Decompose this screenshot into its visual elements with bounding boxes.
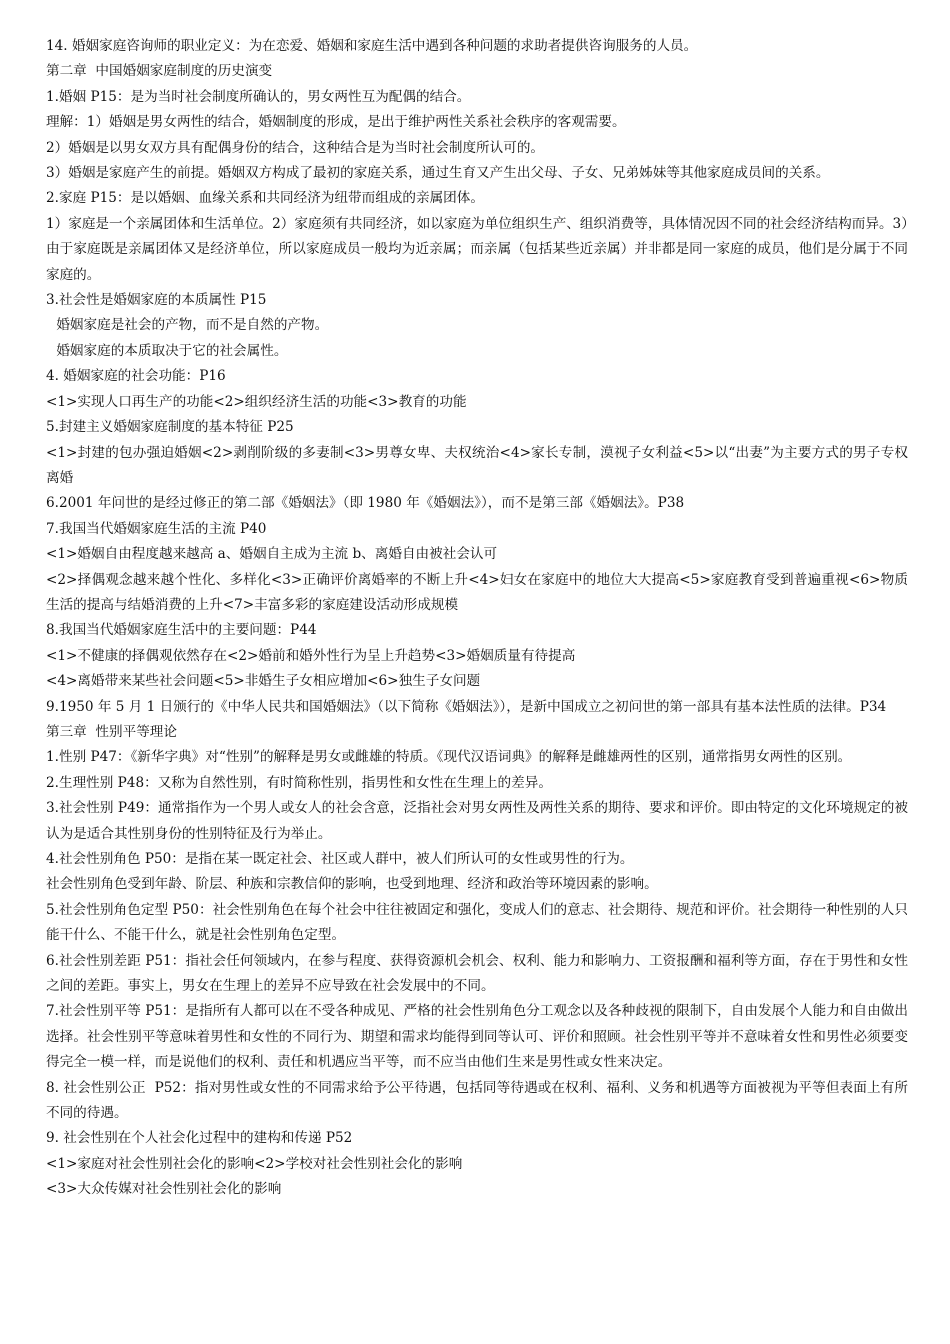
text-line: 6.2001 年问世的是经过修正的第二部《婚姻法》（即 1980 年《婚姻法》），而不是第三部《婚姻法》。P38 (46, 495, 685, 512)
text-line: 7.我国当代婚姻家庭生活的主流 P40 (46, 520, 267, 537)
text-line: <1>婚姻自由程度越来越高 a、婚姻自主成为主流 b、离婚自由被社会认可 (46, 546, 498, 563)
text-line: <1>实现人口再生产的功能<2>组织经济生活的功能<3>教育的功能 (46, 393, 467, 410)
text-line: 8. 社会性别公正 P52：指对男性或女性的不同需求给予公平待遇，包括同等待遇或在权利、福利、义务和机遇等方面被视为平等但表面上有所不同的待遇。 (46, 1079, 908, 1122)
text-line: 婚姻家庭是社会的产物，而不是自然的产物。 (52, 317, 329, 334)
text-line: 社会性别角色受到年龄、阶层、种族和宗教信仰的影响，也受到地理、经济和政治等环境因素的影响。 (46, 876, 658, 893)
text-line: 2）婚姻是以男女双方具有配偶身份的结合，这种结合是为当时社会制度所认可的。 (46, 139, 545, 156)
text-line: 4. 婚姻家庭的社会功能：P16 (46, 368, 226, 385)
text-line: 3）婚姻是家庭产生的前提。婚姻双方构成了最初的家庭关系，通过生育又产生出父母、子女、兄弟姊妹等其他家庭成员间的关系。 (46, 165, 830, 182)
text-line: 2.生理性别 P48：又称为自然性别，有时简称性别，指男性和女性在生理上的差异。 (46, 774, 552, 791)
text-line: 1.性别 P47：《新华字典》对“性别”的解释是男女或雌雄的特质。《现代汉语词典》的解释是雌雄两性的区别，通常指男女两性的区别。 (46, 749, 852, 766)
text-line: 9.1950 年 5 月 1 日颁行的《中华人民共和国婚姻法》（以下简称《婚姻法》），是新中国成立之初问世的第一部具有基本法性质的法律。P34 (46, 698, 887, 715)
text-line: 理解：1）婚姻是男女两性的结合，婚姻制度的形成，是出于维护两性关系社会秩序的客观需要。 (46, 114, 626, 131)
text-line: <1>不健康的择偶观依然存在<2>婚前和婚外性行为呈上升趋势<3>婚姻质量有待提高 (46, 647, 576, 664)
text-line: 1.婚姻 P15：是为当时社会制度所确认的，男女两性互为配偶的结合。 (46, 88, 471, 105)
text-line: 7.社会性别平等 P51：是指所有人都可以在不受各种成见、严格的社会性别角色分工观念以及各种歧视的限制下，自由发展个人能力和自由做出选择。社会性别平等意味着男性和女性的不同行为、期望和需求均能得到同等认可、评价和照顾。社会性别平等并不意味着女性和男性必须要变得完全一模一样，而是说他们的权利、责任和机遇应当平等，而不应当由他们生来是男性或女性来决定。 (46, 1003, 908, 1071)
text-line: <2>择偶观念越来越个性化、多样化<3>正确评价离婚率的不断上升<4>妇女在家庭中的地位大大提高<5>家庭教育受到普遍重视<6>物质生活的提高与结婚消费的上升<7>丰富多彩的家庭建设活动形成规模 (46, 571, 908, 613)
text-line: 1）家庭是一个亲属团体和生活单位。2）家庭须有共同经济，如以家庭为单位组织生产、组织消费等，具体情况因不同的社会经济结构而异。3）由于家庭既是亲属团体又是经济单位，所以家庭成员一般均为近亲属；而亲属（包括某些近亲属）并非都是同一家庭的成员，他们是分属于不同家庭的。 (46, 215, 908, 283)
text-line: 4.社会性别角色 P50：是指在某一既定社会、社区或人群中，被人们所认可的女性或男性的行为。 (46, 851, 634, 867)
chapter-heading: 第二章 中国婚姻家庭制度的历史演变 (46, 63, 273, 80)
text-line: 14. 婚姻家庭咨询师的职业定义：为在恋爱、婚姻和家庭生活中遇到各种问题的求助者提供咨询服务的人员。 (46, 38, 698, 54)
text-line: 8.我国当代婚姻家庭生活中的主要问题：P44 (46, 622, 317, 639)
text-line: 9. 社会性别在个人社会化过程中的建构和传递 P52 (46, 1130, 353, 1147)
text-line: 5.封建主义婚姻家庭制度的基本特征 P25 (46, 419, 294, 436)
text-line: <3>大众传媒对社会性别社会化的影响 (46, 1181, 282, 1198)
text-line: 婚姻家庭的本质取决于它的社会属性。 (52, 342, 288, 359)
text-line: 5.社会性别角色定型 P50：社会性别角色在每个社会中往往被固定和强化，变成人们的意志、社会期待、规范和评价。社会期待一种性别的人只能干什么、不能干什么，就是社会性别角色定型。 (46, 901, 908, 944)
text-line: 2.家庭 P15：是以婚姻、血缘关系和共同经济为纽带而组成的亲属团体。 (46, 190, 484, 207)
text-line: 3.社会性是婚姻家庭的本质属性 P15 (46, 292, 267, 309)
text-line: 6.社会性别差距 P51：指社会任何领域内，在参与程度、获得资源机会机会、权利、能力和影响力、工资报酬和福利等方面，存在于男性和女性之间的差距。事实上，男女在生理上的差异不应导致在社会发展中的不同。 (46, 952, 908, 995)
text-line: <1>封建的包办强迫婚姻<2>剥削阶级的多妻制<3>男尊女卑、夫权统治<4>家长专制，漠视子女利益<5>以“出妻”为主要方式的男子专权离婚 (46, 444, 908, 486)
chapter-heading: 第三章 性别平等理论 (46, 723, 177, 740)
text-line: <1>家庭对社会性别社会化的影响<2>学校对社会性别社会化的影响 (46, 1155, 463, 1172)
text-line: <4>离婚带来某些社会问题<5>非婚生子女相应增加<6>独生子女问题 (46, 673, 481, 690)
text-line: 3.社会性别 P49：通常指作为一个男人或女人的社会含意，泛指社会对男女两性及两性关系的期待、要求和评价。即由特定的文化环境规定的被认为是适合其性别身份的性别特征及行为举止。 (46, 800, 908, 842)
